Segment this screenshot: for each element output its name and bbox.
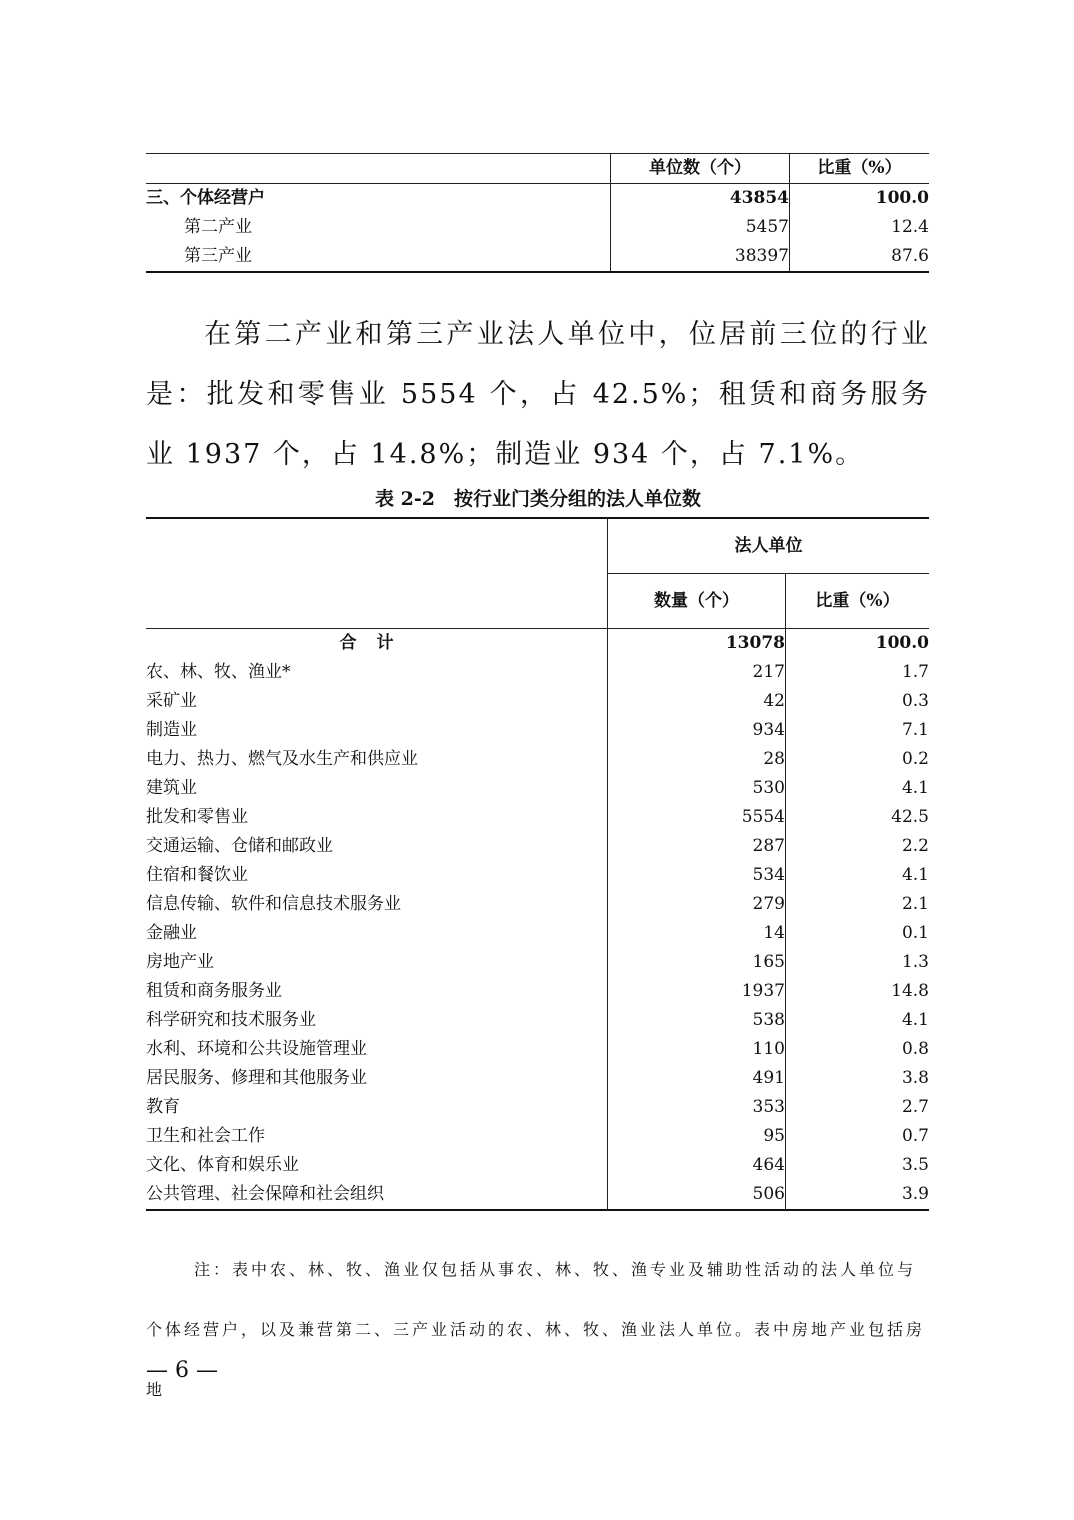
row-label: 信息传输、软件和信息技术服务业 xyxy=(146,894,401,914)
table-row xyxy=(146,861,929,890)
table-row xyxy=(146,213,929,242)
header-unit-count: 单位数（个） xyxy=(611,154,790,184)
row-label: 居民服务、修理和其他服务业 xyxy=(146,1068,367,1088)
row-count: 506 xyxy=(608,1180,786,1210)
page-number: — 6 — xyxy=(146,1358,218,1383)
table-caption: 表 2-2 按行业门类分组的法人单位数 xyxy=(375,488,701,510)
row-count: 95 xyxy=(608,1122,786,1151)
row-share: 4.1 xyxy=(786,1006,930,1035)
row-label: 农、林、牧、渔业* xyxy=(146,662,291,682)
row-count: 534 xyxy=(608,861,786,890)
row-share: 0.1 xyxy=(786,919,930,948)
row-label: 住宿和餐饮业 xyxy=(146,865,248,885)
table-group-header-row xyxy=(146,518,929,574)
header-share: 比重（%） xyxy=(786,574,930,629)
table-by-industry xyxy=(146,517,929,1211)
total-share: 100.0 xyxy=(786,629,930,659)
total-count: 13078 xyxy=(608,629,786,659)
row-label: 房地产业 xyxy=(146,952,214,972)
row-label: 金融业 xyxy=(146,923,197,943)
row-label: 教育 xyxy=(146,1097,180,1117)
table-row xyxy=(146,242,929,272)
body-paragraph xyxy=(146,305,930,485)
table-row xyxy=(146,832,929,861)
row-label: 文化、体育和娱乐业 xyxy=(146,1155,299,1175)
row-share: 42.5 xyxy=(786,803,930,832)
row-label: 建筑业 xyxy=(146,778,197,798)
table-row xyxy=(146,1122,929,1151)
table-row xyxy=(146,774,929,803)
row-count: 530 xyxy=(608,774,786,803)
total-label: 合计 xyxy=(339,633,414,653)
row-share: 12.4 xyxy=(790,213,930,242)
table-row xyxy=(146,1180,929,1210)
row-count: 1937 xyxy=(608,977,786,1006)
header-legal-units: 法人单位 xyxy=(608,518,930,574)
header-blank xyxy=(146,154,611,184)
row-share: 4.1 xyxy=(786,861,930,890)
row-label: 公共管理、社会保障和社会组织 xyxy=(146,1180,608,1210)
row-label: 电力、热力、燃气及水生产和供应业 xyxy=(146,749,418,769)
row-count: 287 xyxy=(608,832,786,861)
table-total-row xyxy=(146,629,929,659)
row-share: 2.1 xyxy=(786,890,930,919)
row-count: 165 xyxy=(608,948,786,977)
table-header-row xyxy=(146,154,929,184)
header-share: 比重（%） xyxy=(790,154,930,184)
table-row xyxy=(146,1151,929,1180)
row-count: 43854 xyxy=(611,184,790,214)
table-row xyxy=(146,1093,929,1122)
row-count: 464 xyxy=(608,1151,786,1180)
row-label: 租赁和商务服务业 xyxy=(146,981,282,1001)
row-count: 110 xyxy=(608,1035,786,1064)
row-label: 第三产业 xyxy=(146,242,611,272)
table-row xyxy=(146,1006,929,1035)
row-share: 0.2 xyxy=(786,745,930,774)
row-label: 科学研究和技术服务业 xyxy=(146,1010,316,1030)
table-row xyxy=(146,803,929,832)
paragraph-text: 在第二产业和第三产业法人单位中，位居前三位的行业是：批发和零售业 5554 个，占 42.5%；租赁和商务服务业 1937 个，占 14.8%；制造业 934 个，占 7.1%。 xyxy=(146,319,930,470)
header-count: 数量（个） xyxy=(608,574,786,629)
row-share: 0.8 xyxy=(786,1035,930,1064)
row-share: 14.8 xyxy=(786,977,930,1006)
row-count: 5554 xyxy=(608,803,786,832)
row-label: 采矿业 xyxy=(146,691,197,711)
row-label: 水利、环境和公共设施管理业 xyxy=(146,1039,367,1059)
footnote xyxy=(146,1240,930,1420)
row-label: 制造业 xyxy=(146,720,197,740)
table-row xyxy=(146,716,929,745)
table-row xyxy=(146,658,929,687)
row-share: 87.6 xyxy=(790,242,930,272)
table-row xyxy=(146,1035,929,1064)
row-share: 100.0 xyxy=(790,184,930,214)
row-count: 353 xyxy=(608,1093,786,1122)
row-count: 279 xyxy=(608,890,786,919)
row-count: 491 xyxy=(608,1064,786,1093)
row-share: 3.9 xyxy=(786,1180,930,1210)
row-share: 4.1 xyxy=(786,774,930,803)
row-share: 3.5 xyxy=(786,1151,930,1180)
row-share: 0.3 xyxy=(786,687,930,716)
row-label: 第二产业 xyxy=(184,217,252,237)
row-share: 7.1 xyxy=(786,716,930,745)
table-row xyxy=(146,890,929,919)
row-count: 42 xyxy=(608,687,786,716)
table-row xyxy=(146,1064,929,1093)
row-label: 三、个体经营户 xyxy=(146,188,265,208)
row-share: 0.7 xyxy=(786,1122,930,1151)
row-count: 38397 xyxy=(611,242,790,272)
table-row xyxy=(146,745,929,774)
row-count: 217 xyxy=(608,658,786,687)
row-count: 934 xyxy=(608,716,786,745)
table-row xyxy=(146,977,929,1006)
row-count: 5457 xyxy=(611,213,790,242)
row-label: 批发和零售业 xyxy=(146,807,248,827)
table-row xyxy=(146,184,929,214)
table-row xyxy=(146,919,929,948)
row-count: 14 xyxy=(608,919,786,948)
row-label: 交通运输、仓储和邮政业 xyxy=(146,836,333,856)
row-count: 28 xyxy=(608,745,786,774)
row-share: 1.7 xyxy=(786,658,930,687)
table-individual-businesses xyxy=(146,153,929,273)
row-share: 3.8 xyxy=(786,1064,930,1093)
row-share: 2.7 xyxy=(786,1093,930,1122)
footnote-text: 注：表中农、林、牧、渔业仅包括从事农、林、牧、渔专业及辅助性活动的法人单位与个体经营户，以及兼营第二、三产业活动的农、林、牧、渔业法人单位。表中房地产业包括房地 xyxy=(146,1260,926,1399)
table-row xyxy=(146,948,929,977)
header-blank xyxy=(146,518,608,629)
row-share: 2.2 xyxy=(786,832,930,861)
row-label: 卫生和社会工作 xyxy=(146,1126,265,1146)
row-share: 1.3 xyxy=(786,948,930,977)
row-count: 538 xyxy=(608,1006,786,1035)
table-row xyxy=(146,687,929,716)
